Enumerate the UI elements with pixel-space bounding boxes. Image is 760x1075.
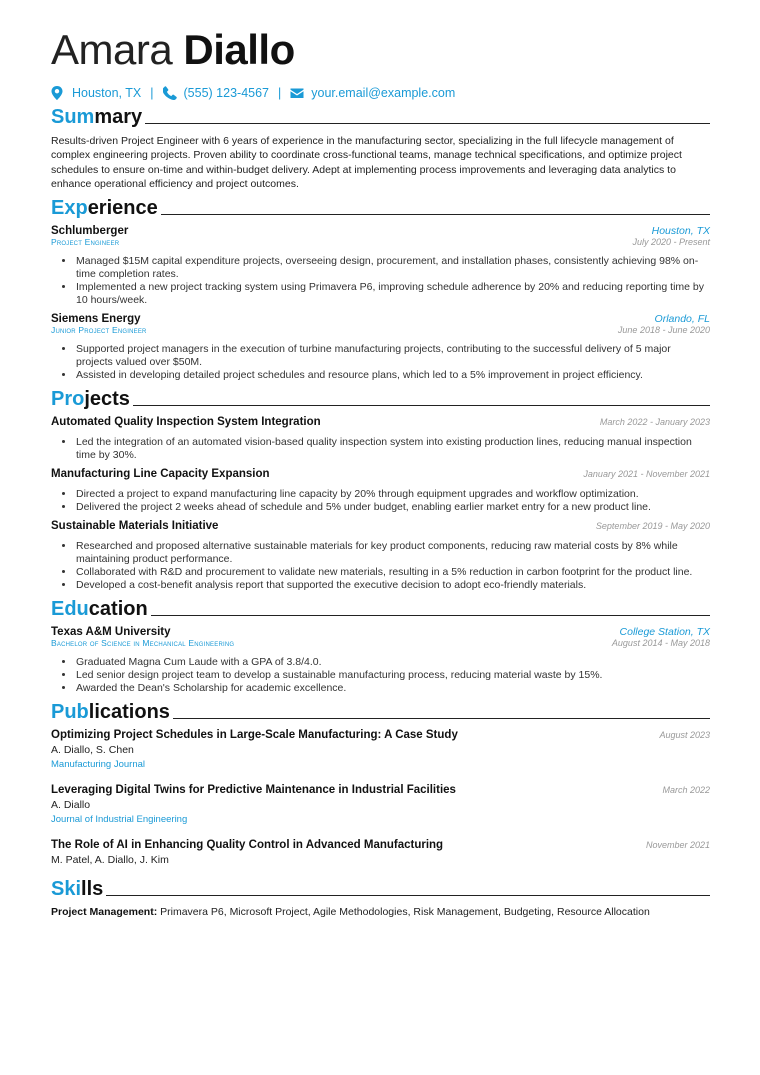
section-title: Summary <box>51 106 143 128</box>
job-role: Project Engineer <box>51 237 120 248</box>
publication-date: August 2023 <box>659 730 710 741</box>
school-name: Texas A&M University <box>51 626 171 639</box>
bullet-list <box>51 436 710 462</box>
education-dates: August 2014 - May 2018 <box>611 638 710 649</box>
section-rule <box>145 123 710 124</box>
bullet-item: • Delivered the project 2 weeks ahead of schedule and 5% under budget, enabling earlier market entry for a new product line. <box>75 501 710 514</box>
bullet-item: • Directed a project to expand manufacturing line capacity by 20% through equipment upgrades and workflow optimization. <box>75 488 710 501</box>
skills-section-header <box>51 878 710 900</box>
job-dates: July 2020 - Present <box>632 237 710 248</box>
envelope-icon <box>290 86 304 100</box>
section-rule <box>161 214 710 215</box>
section-rule <box>106 895 710 896</box>
bullet-item: • Researched and proposed alternative sustainable materials for key product components, reducing raw material costs by 8% while maintaining product performance. <box>75 540 710 566</box>
email-item[interactable] <box>290 86 455 100</box>
candidate-name <box>51 26 710 74</box>
bullet-item: • Implemented a new project tracking system using Primavera P6, improving schedule adherence by 20% and reducing reporting time by 10 hours/week. <box>75 281 710 307</box>
project-entry <box>51 468 710 514</box>
job-role: Junior Project Engineer <box>51 325 147 336</box>
project-entry <box>51 520 710 592</box>
project-title: Sustainable Materials Initiative <box>51 520 219 533</box>
project-dates: September 2019 - May 2020 <box>595 521 710 532</box>
project-entry <box>51 416 710 462</box>
publication-entry <box>51 784 710 825</box>
company-name: Schlumberger <box>51 225 129 238</box>
bullet-item: • Managed $15M capital expenditure projects, overseeing design, procurement, and installation phases, consistently achieving 98% on-time completion rates. <box>75 255 710 281</box>
experience-entry <box>51 313 710 382</box>
summary-section-header <box>51 106 710 128</box>
publication-date: March 2022 <box>662 785 710 796</box>
section-title: Projects <box>51 388 130 411</box>
project-dates: March 2022 - January 2023 <box>599 417 710 428</box>
project-title: Manufacturing Line Capacity Expansion <box>51 468 270 481</box>
location-item <box>51 86 141 100</box>
publication-entry <box>51 729 710 770</box>
email-text: your.email@example.com <box>311 86 456 100</box>
bullet-list <box>51 488 710 514</box>
bullet-item: • Assisted in developing detailed project schedules and resource plans, which led to a 5% improvement in project efficiency. <box>75 369 710 382</box>
publication-authors: A. Diallo <box>51 799 91 812</box>
phone-text: (555) 123-4567 <box>183 86 269 100</box>
experience-section-header <box>51 197 710 219</box>
bullet-item: • Graduated Magna Cum Laude with a GPA of 3.8/4.0. <box>75 656 710 669</box>
bullet-list <box>51 540 710 592</box>
education-section-header <box>51 598 710 620</box>
bullet-item: • Collaborated with R&D and procurement to validate new materials, resulting in a 5% reduction in carbon footprint for the product line. <box>75 566 710 579</box>
publication-title: Optimizing Project Schedules in Large-Scale Manufacturing: A Case Study <box>51 729 458 742</box>
education-entry <box>51 626 710 695</box>
publication-authors: M. Patel, A. Diallo, J. Kim <box>51 854 169 867</box>
contact-separator: | <box>278 86 282 100</box>
school-location: College Station, TX <box>619 626 710 639</box>
last-name: Diallo <box>183 26 295 73</box>
bullet-item: • Led the integration of an automated vision-based quality inspection system into existing production lines, reducing manual inspection time by 30%. <box>75 436 710 462</box>
skills-line <box>51 906 710 918</box>
bullet-list <box>51 656 710 695</box>
bullet-item: • Awarded the Dean's Scholarship for academic excellence. <box>75 682 710 695</box>
section-title: Skills <box>51 878 104 901</box>
projects-section-header <box>51 388 710 410</box>
job-location: Houston, TX <box>651 225 710 238</box>
bullet-item: • Developed a cost-benefit analysis report that supported the executive decision to adopt eco-friendly materials. <box>75 579 710 592</box>
project-title: Automated Quality Inspection System Integration <box>51 416 321 429</box>
publication-journal: Journal of Industrial Engineering <box>51 814 188 826</box>
job-location: Orlando, FL <box>654 313 710 326</box>
bullet-item: • Led senior design project team to develop a sustainable manufacturing process, reducing material waste by 15%. <box>75 669 710 682</box>
company-name: Siemens Energy <box>51 313 141 326</box>
section-rule <box>133 405 710 406</box>
section-rule <box>151 615 710 616</box>
section-title: Education <box>51 598 148 621</box>
publication-journal: Manufacturing Journal <box>51 759 145 771</box>
section-title: Experience <box>51 197 158 220</box>
bullet-list <box>51 343 710 382</box>
map-marker-icon <box>51 86 65 100</box>
experience-entry <box>51 225 710 307</box>
publication-authors: A. Diallo, S. Chen <box>51 744 134 757</box>
publication-title: Leveraging Digital Twins for Predictive Maintenance in Industrial Facilities <box>51 784 456 797</box>
contact-separator: | <box>150 86 154 100</box>
bullet-item: • Supported project managers in the execution of turbine manufacturing projects, contributing to the successful delivery of 5 major projects valued over $50M. <box>75 343 710 369</box>
skill-category: Project Management: <box>51 906 158 919</box>
section-title: Publications <box>51 701 170 724</box>
job-dates: June 2018 - June 2020 <box>617 325 710 336</box>
publications-section-header <box>51 701 710 723</box>
publication-entry <box>51 839 710 866</box>
phone-icon <box>163 86 177 100</box>
section-rule <box>173 718 710 719</box>
first-name: Amara <box>51 26 173 73</box>
degree: Bachelor of Science in Mechanical Engineering <box>51 638 235 649</box>
publication-date: November 2021 <box>645 840 710 851</box>
summary-text: Results-driven Project Engineer with 6 years of experience in the manufacturing sector, specializing in the full lifecycle management of complex engineering projects. Proven ability to coordinate cross-functional teams, manage technical specifications, and optimize project schedules to ensure on-time and within-budget delivery. Adept at implementing process improvements and leveraging data analytics to enhance operational efficiency and project outcomes. <box>51 135 682 190</box>
contact-info <box>51 86 710 100</box>
location-text: Houston, TX <box>72 86 142 100</box>
skill-values: Primavera P6, Microsoft Project, Agile Methodologies, Risk Management, Budgeting, Resource Allocation <box>160 906 650 919</box>
publication-title: The Role of AI in Enhancing Quality Control in Advanced Manufacturing <box>51 839 444 852</box>
bullet-list <box>51 255 710 307</box>
phone-item[interactable] <box>163 86 269 100</box>
project-dates: January 2021 - November 2021 <box>583 469 710 480</box>
